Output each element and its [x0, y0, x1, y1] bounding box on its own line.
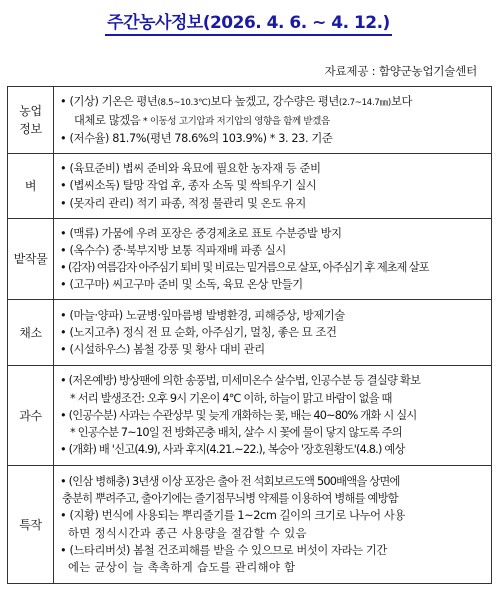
category-cell	[8, 366, 54, 466]
info-line: • (맥류) 가뭄에 우려 포장은 중경제초로 표토 수분증발 방지	[60, 226, 342, 240]
info-line: • (못자리 관리) 적기 파종, 적정 물관리 및 온도 유지	[60, 196, 306, 210]
info-line	[60, 112, 488, 130]
table-row-fruit-trees	[8, 366, 492, 466]
table-row-field-crops	[8, 219, 492, 300]
info-line	[60, 93, 488, 112]
info-line: • (지황) 번식에 사용되는 뿌리줄기를 1~2cm 길이의 크기로 나누어 사용	[60, 509, 405, 523]
small-text: (2.7~14.7㎜)	[338, 97, 391, 108]
text-segment: 대체로 많겠음	[74, 113, 141, 127]
info-line: • (저온예방) 방상팬에 의한 송풍법, 미세미온수 살수법, 인공수분 등 결실량 확보	[60, 374, 421, 388]
text-segment: • (기상) 기온은 평년	[60, 94, 158, 108]
source-credit: 자료제공 : 함양군농업기술센터	[324, 64, 477, 78]
category-label: 농업	[19, 104, 42, 118]
page-title-text: 주간농사정보(2026. 4. 6. ~ 4. 12.)	[105, 13, 392, 36]
table-row-rice	[8, 154, 492, 219]
category-cell	[8, 154, 54, 219]
category-cell	[8, 219, 54, 300]
info-line: • (저수율) 81.7%(평년 78.6%의 103.9%) * 3. 23. 기준	[60, 132, 333, 146]
category-cell	[8, 300, 54, 366]
category-label: 특작	[19, 517, 42, 532]
info-line: • (옥수수) 중·북부지방 보통 직파재배 파종 실시	[60, 243, 286, 257]
small-text: * 이동성 고기압과 저기압의 영향을 함께 받겠음	[140, 115, 330, 127]
info-line: • (볍씨소독) 탈망 작업 후, 종자 소독 및 싹틔우기 실시	[60, 179, 317, 193]
table-row-vegetables	[8, 300, 492, 366]
category-cell	[8, 87, 54, 154]
content-cell	[54, 300, 492, 366]
category-cell	[8, 466, 54, 584]
text-segment: 보다 높겠고, 강수량은 평년	[210, 94, 339, 108]
content-cell	[54, 87, 492, 154]
page-title	[0, 8, 497, 33]
content-cell	[54, 466, 492, 584]
info-line: 에는 균상이 늘 촉촉하게 습도를 관리해야 함	[68, 560, 296, 574]
info-line: • (노지고추) 정식 전 묘 순화, 아주심기, 멀칭, 좋은 묘 조건	[60, 325, 337, 339]
info-line: 충분히 뿌려주고, 출아기에는 줄기점무늬병 약제를 이용하여 병해를 예방함	[62, 492, 398, 506]
small-text: (8.5~10.3℃)	[157, 97, 211, 108]
info-line: 하면 정식시간과 종근 사용량을 절감할 수 있음	[68, 526, 307, 540]
category-label: 채소	[19, 325, 42, 340]
info-line: • (느타리버섯) 봄철 건조피해를 받을 수 있으므로 버섯이 자라는 기간	[60, 543, 387, 557]
info-line: • (마늘·양파) 노균병·잎마름병 발병환경, 피해증상, 방제기술	[60, 308, 345, 322]
category-label: 벼	[24, 179, 37, 193]
content-cell	[54, 219, 492, 300]
info-line: • (인공수분) 사과는 수관상부 및 늦게 개화하는 꽃, 배는 40~80% 개화 시 실시	[60, 408, 417, 422]
info-line: • (감자) 여름감자 아주심기 퇴비 및 비료는 밑거름으로 살포, 아주심기 후 제초제 살포	[60, 261, 429, 274]
category-label: 정보	[19, 122, 42, 136]
content-cell	[54, 366, 492, 466]
info-line: • (육묘준비) 볍씨 준비와 육묘에 필요한 농자재 등 준비	[60, 162, 321, 176]
info-line: • (인삼 병해충) 3년생 이상 포장은 출아 전 석회보르도액 500배액을 상면에	[60, 474, 400, 488]
info-note: * 서리 발생조건: 오후 9시 기온이 4℃ 이하, 하늘이 맑고 바람이 없을 때	[70, 391, 392, 405]
info-line: • (시설하우스) 봄철 강풍 및 황사 대비 관리	[60, 343, 265, 357]
info-note: * 인공수분 7~10일 전 방화곤충 배치, 살수 시 꽃에 물이 닿지 않도록 주의	[70, 426, 402, 440]
farming-info-table	[7, 86, 492, 584]
info-line: • (고구마) 씨고구마 준비 및 소독, 육묘 온상 만들기	[60, 278, 303, 292]
info-line: • (개화) 배 '신고(4.9), 사과 후지(4.21.~22.), 복숭아 '장호원황도'(4.8.) 예상	[60, 443, 405, 457]
table-row-agri-info	[8, 87, 492, 154]
category-label: 과수	[19, 408, 42, 423]
table-row-special-crops	[8, 466, 492, 584]
text-segment: 보다	[390, 94, 412, 108]
content-cell	[54, 154, 492, 219]
category-label: 밭작물	[13, 252, 48, 266]
